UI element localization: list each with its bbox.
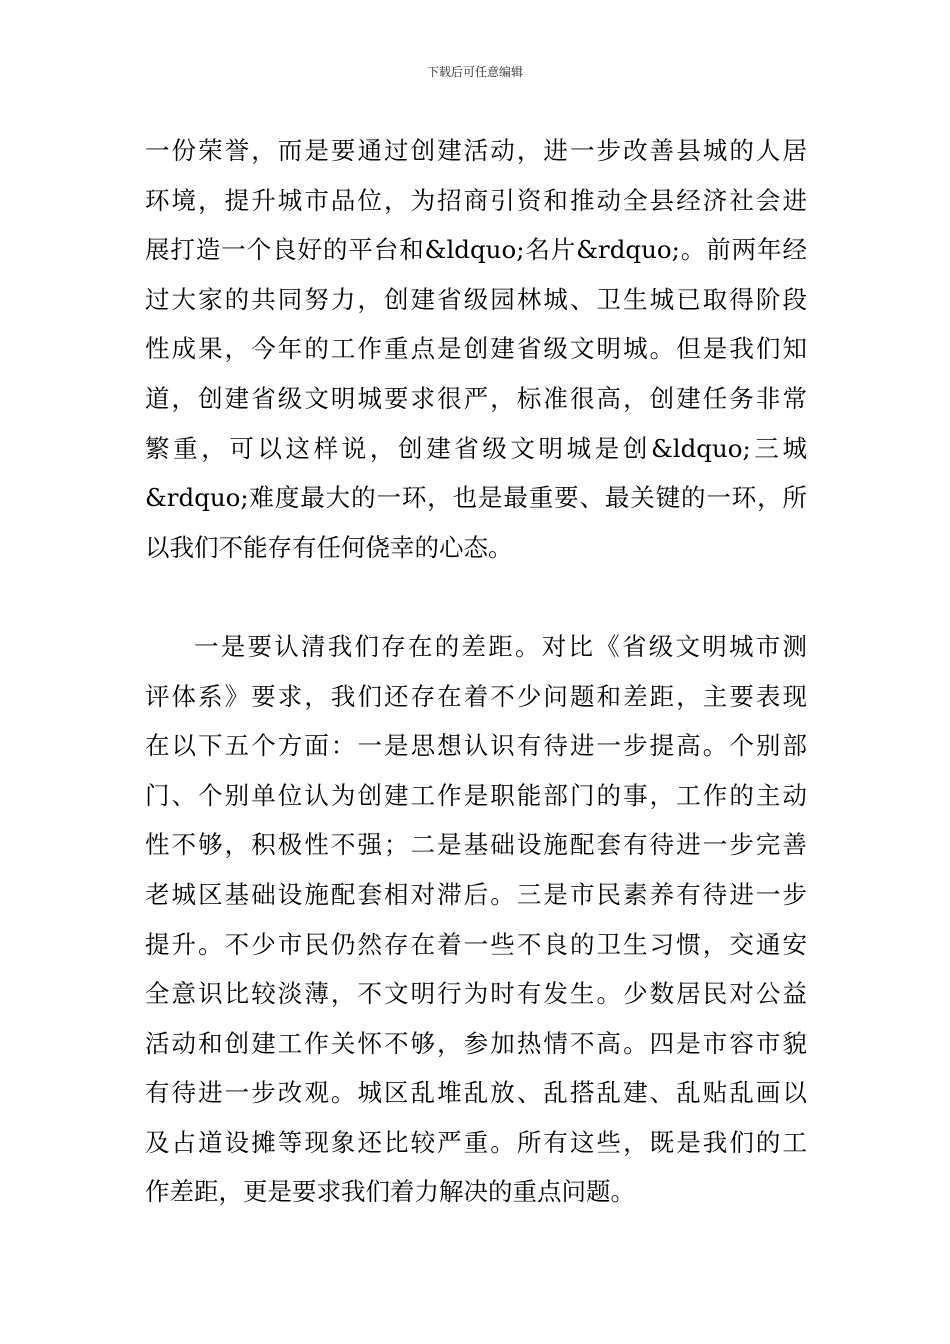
text-line: 老城区基础设施配套相对滞后。三是市民素养有待进一步 (145, 879, 807, 909)
text-line: 以我们不能存有任何侥幸的心态。 (145, 532, 513, 562)
text-line: 一是要认清我们存在的差距。对比《省级文明城市测 (194, 631, 807, 661)
text-line: 有待进一步改观。城区乱堆乱放、乱搭乱建、乱贴乱画以 (145, 1078, 807, 1108)
paragraph-2 (145, 622, 807, 1217)
text-line: 门、个别单位认为创建工作是职能部门的事，工作的主动 (145, 780, 807, 810)
text-line: 展打造一个良好的平台和&ldquo;名片&rdquo;。前两年经 (145, 235, 807, 265)
text-line: 活动和创建工作关怀不够，参加热情不高。四是市容市貌 (145, 1028, 807, 1058)
text-line: 道，创建省级文明城要求很严，标准很高，创建任务非常 (145, 383, 807, 413)
text-line: 性成果，今年的工作重点是创建省级文明城。但是我们知 (145, 334, 807, 364)
text-line: 全意识比较淡薄，不文明行为时有发生。少数居民对公益 (145, 979, 807, 1009)
text-line: &rdquo;难度最大的一环，也是最重要、最关键的一环，所 (145, 483, 807, 513)
text-line: 繁重，可以这样说，创建省级文明城是创&ldquo;三城 (145, 433, 807, 463)
text-line: 过大家的共同努力，创建省级园林城、卫生城已取得阶段 (145, 284, 807, 314)
paragraph-1 (145, 126, 807, 572)
text-line: 提升。不少市民仍然存在着一些不良的卫生习惯，交通安 (145, 929, 807, 959)
text-line: 作差距，更是要求我们着力解决的重点问题。 (145, 1177, 635, 1207)
text-line: 环境，提升城市品位，为招商引资和推动全县经济社会进 (145, 185, 807, 215)
page-header: 下载后可任意编辑 (426, 65, 523, 79)
text-line: 及占道设摊等现象还比较严重。所有这些，既是我们的工 (145, 1127, 807, 1157)
paragraph-gap (145, 572, 807, 622)
document-body (145, 126, 807, 1217)
text-line: 一份荣誉，而是要通过创建活动，进一步改善县城的人居 (145, 136, 807, 165)
text-line: 性不够，积极性不强；二是基础设施配套有待进一步完善 (145, 830, 807, 860)
text-line: 在以下五个方面：一是思想认识有待进一步提高。个别部 (145, 731, 807, 761)
text-line: 评体系》要求，我们还存在着不少问题和差距，主要表现 (145, 681, 807, 711)
